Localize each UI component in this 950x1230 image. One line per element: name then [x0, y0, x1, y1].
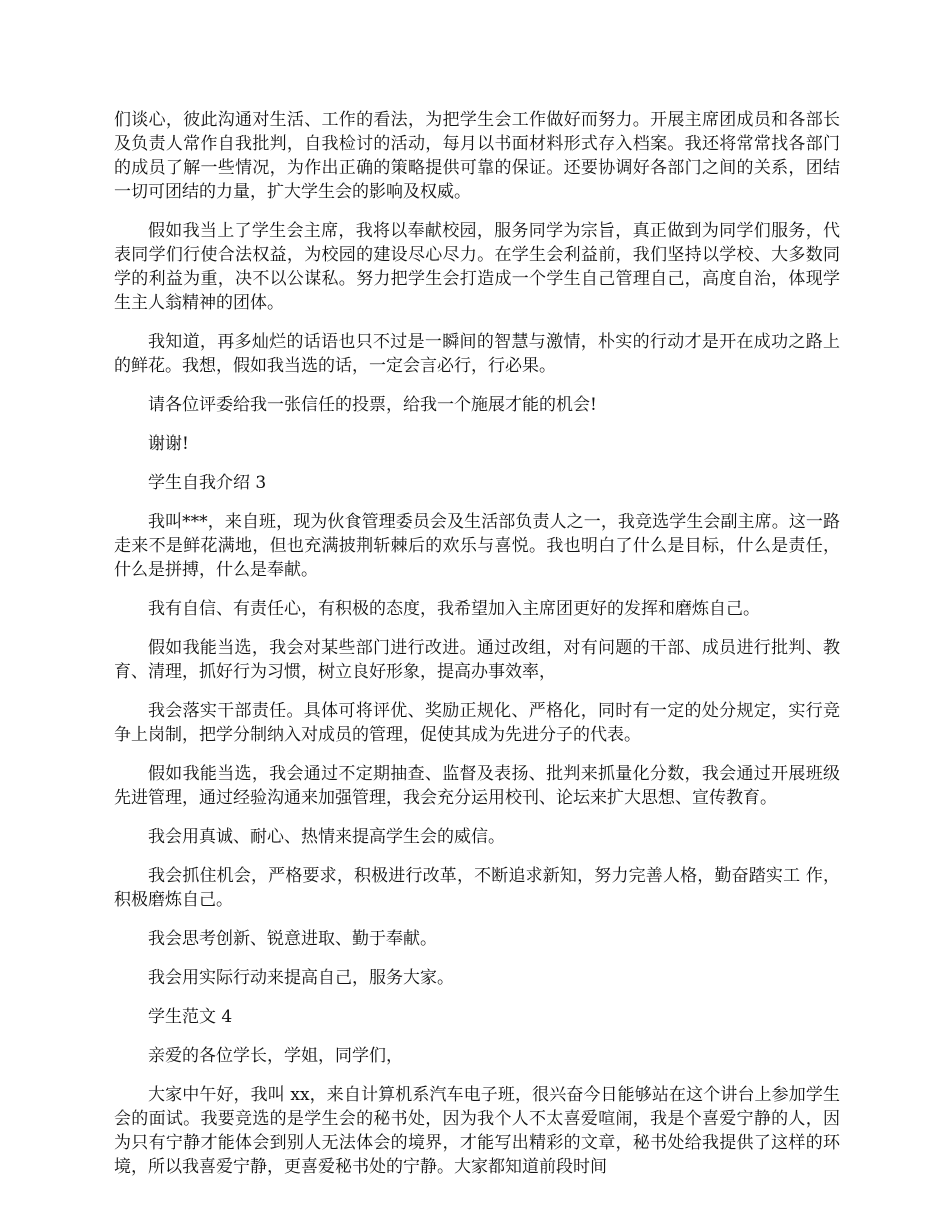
document-body	[114, 108, 840, 1194]
paragraph: 我会用真诚、耐心、热情来提高学生会的威信。	[148, 827, 505, 847]
paragraph: 请各位评委给我一张信任的投票，给我一个施展才能的机会!	[148, 395, 597, 415]
paragraph-continued: 们谈心，彼此沟通对生活、工作的看法，为把学生会工作做好而努力。开展主席团成员和各部长及负责人常作自我批判，自我检讨的活动，每月以书面材料形式存入档案。我还将常常找各部门的成员了解一些情况，为作出正确的策略提供可靠的保证。还要协调好各部门之间的关系，团结一切可团结的力量，扩大学生会的影响及权威。	[114, 110, 840, 202]
paragraph: 谢谢!	[148, 434, 189, 454]
paragraph: 假如我当上了学生会主席，我将以奉献校园，服务同学为宗旨，真正做到为同学们服务，代表同学们行使合法权益，为校园的建设尽心尽力。在学生会利益前，我们坚持以学校、大多数同学的利益为重，决不以公谋私。努力把学生会打造成一个学生自己管理自己，高度自治，体现学生主人翁精神的团体。	[114, 221, 840, 313]
paragraph: 我会思考创新、锐意进取、勤于奉献。	[148, 929, 437, 949]
salutation: 亲爱的各位学长，学姐，同学们，	[148, 1046, 403, 1066]
paragraph: 假如我能当选，我会对某些部门进行改进。通过改组，对有问题的干部、成员进行批判、教育、清理，抓好行为习惯，树立良好形象，提高办事效率，	[114, 638, 840, 682]
paragraph: 我会用实际行动来提高自己，服务大家。	[148, 968, 454, 988]
paragraph: 我会抓住机会，严格要求，积极进行改革，不断追求新知，努力完善人格，勤奋踏实工 作，积极磨炼自己。	[114, 866, 840, 910]
paragraph: 我叫***，来自班，现为伙食管理委员会及生活部负责人之一，我竞选学生会副主席。这一路走来不是鲜花满地，但也充满披荆斩棘后的欢乐与喜悦。我也明白了什么是目标，什么是责任，什么是拼搏，什么是奉献。	[114, 512, 840, 580]
section-heading: 学生自我介绍 3	[148, 473, 267, 493]
paragraph: 大家中午好，我叫 xx，来自计算机系汽车电子班，很兴奋今日能够站在这个讲台上参加学生会的面试。我要竞选的是学生会的秘书处，因为我个人不太喜爱喧闹，我是个喜爱宁静的人，因为只有宁静才能体会到别人无法体会的境界，才能写出精彩的文章，秘书处给我提供了这样的环境，所以我喜爱宁静，更喜爱秘书处的宁静。大家都知道前段时间	[114, 1085, 840, 1177]
paragraph: 我会落实干部责任。具体可将评优、奖励正规化、严格化，同时有一定的处分规定，实行竞争上岗制，把学分制纳入对成员的管理，促使其成为先进分子的代表。	[114, 701, 840, 745]
section-heading: 学生范文 4	[148, 1007, 233, 1027]
paragraph: 我知道，再多灿烂的话语也只不过是一瞬间的智慧与激情，朴实的行动才是开在成功之路上的鲜花。我想，假如我当选的话，一定会言必行，行必果。	[114, 332, 840, 376]
paragraph: 假如我能当选，我会通过不定期抽查、监督及表扬、批判来抓量化分数，我会通过开展班级先进管理，通过经验沟通来加强管理，我会充分运用校刊、论坛来扩大思想、宣传教育。	[114, 764, 840, 808]
paragraph: 我有自信、有责任心，有积极的态度，我希望加入主席团更好的发挥和磨炼自己。	[148, 599, 760, 619]
